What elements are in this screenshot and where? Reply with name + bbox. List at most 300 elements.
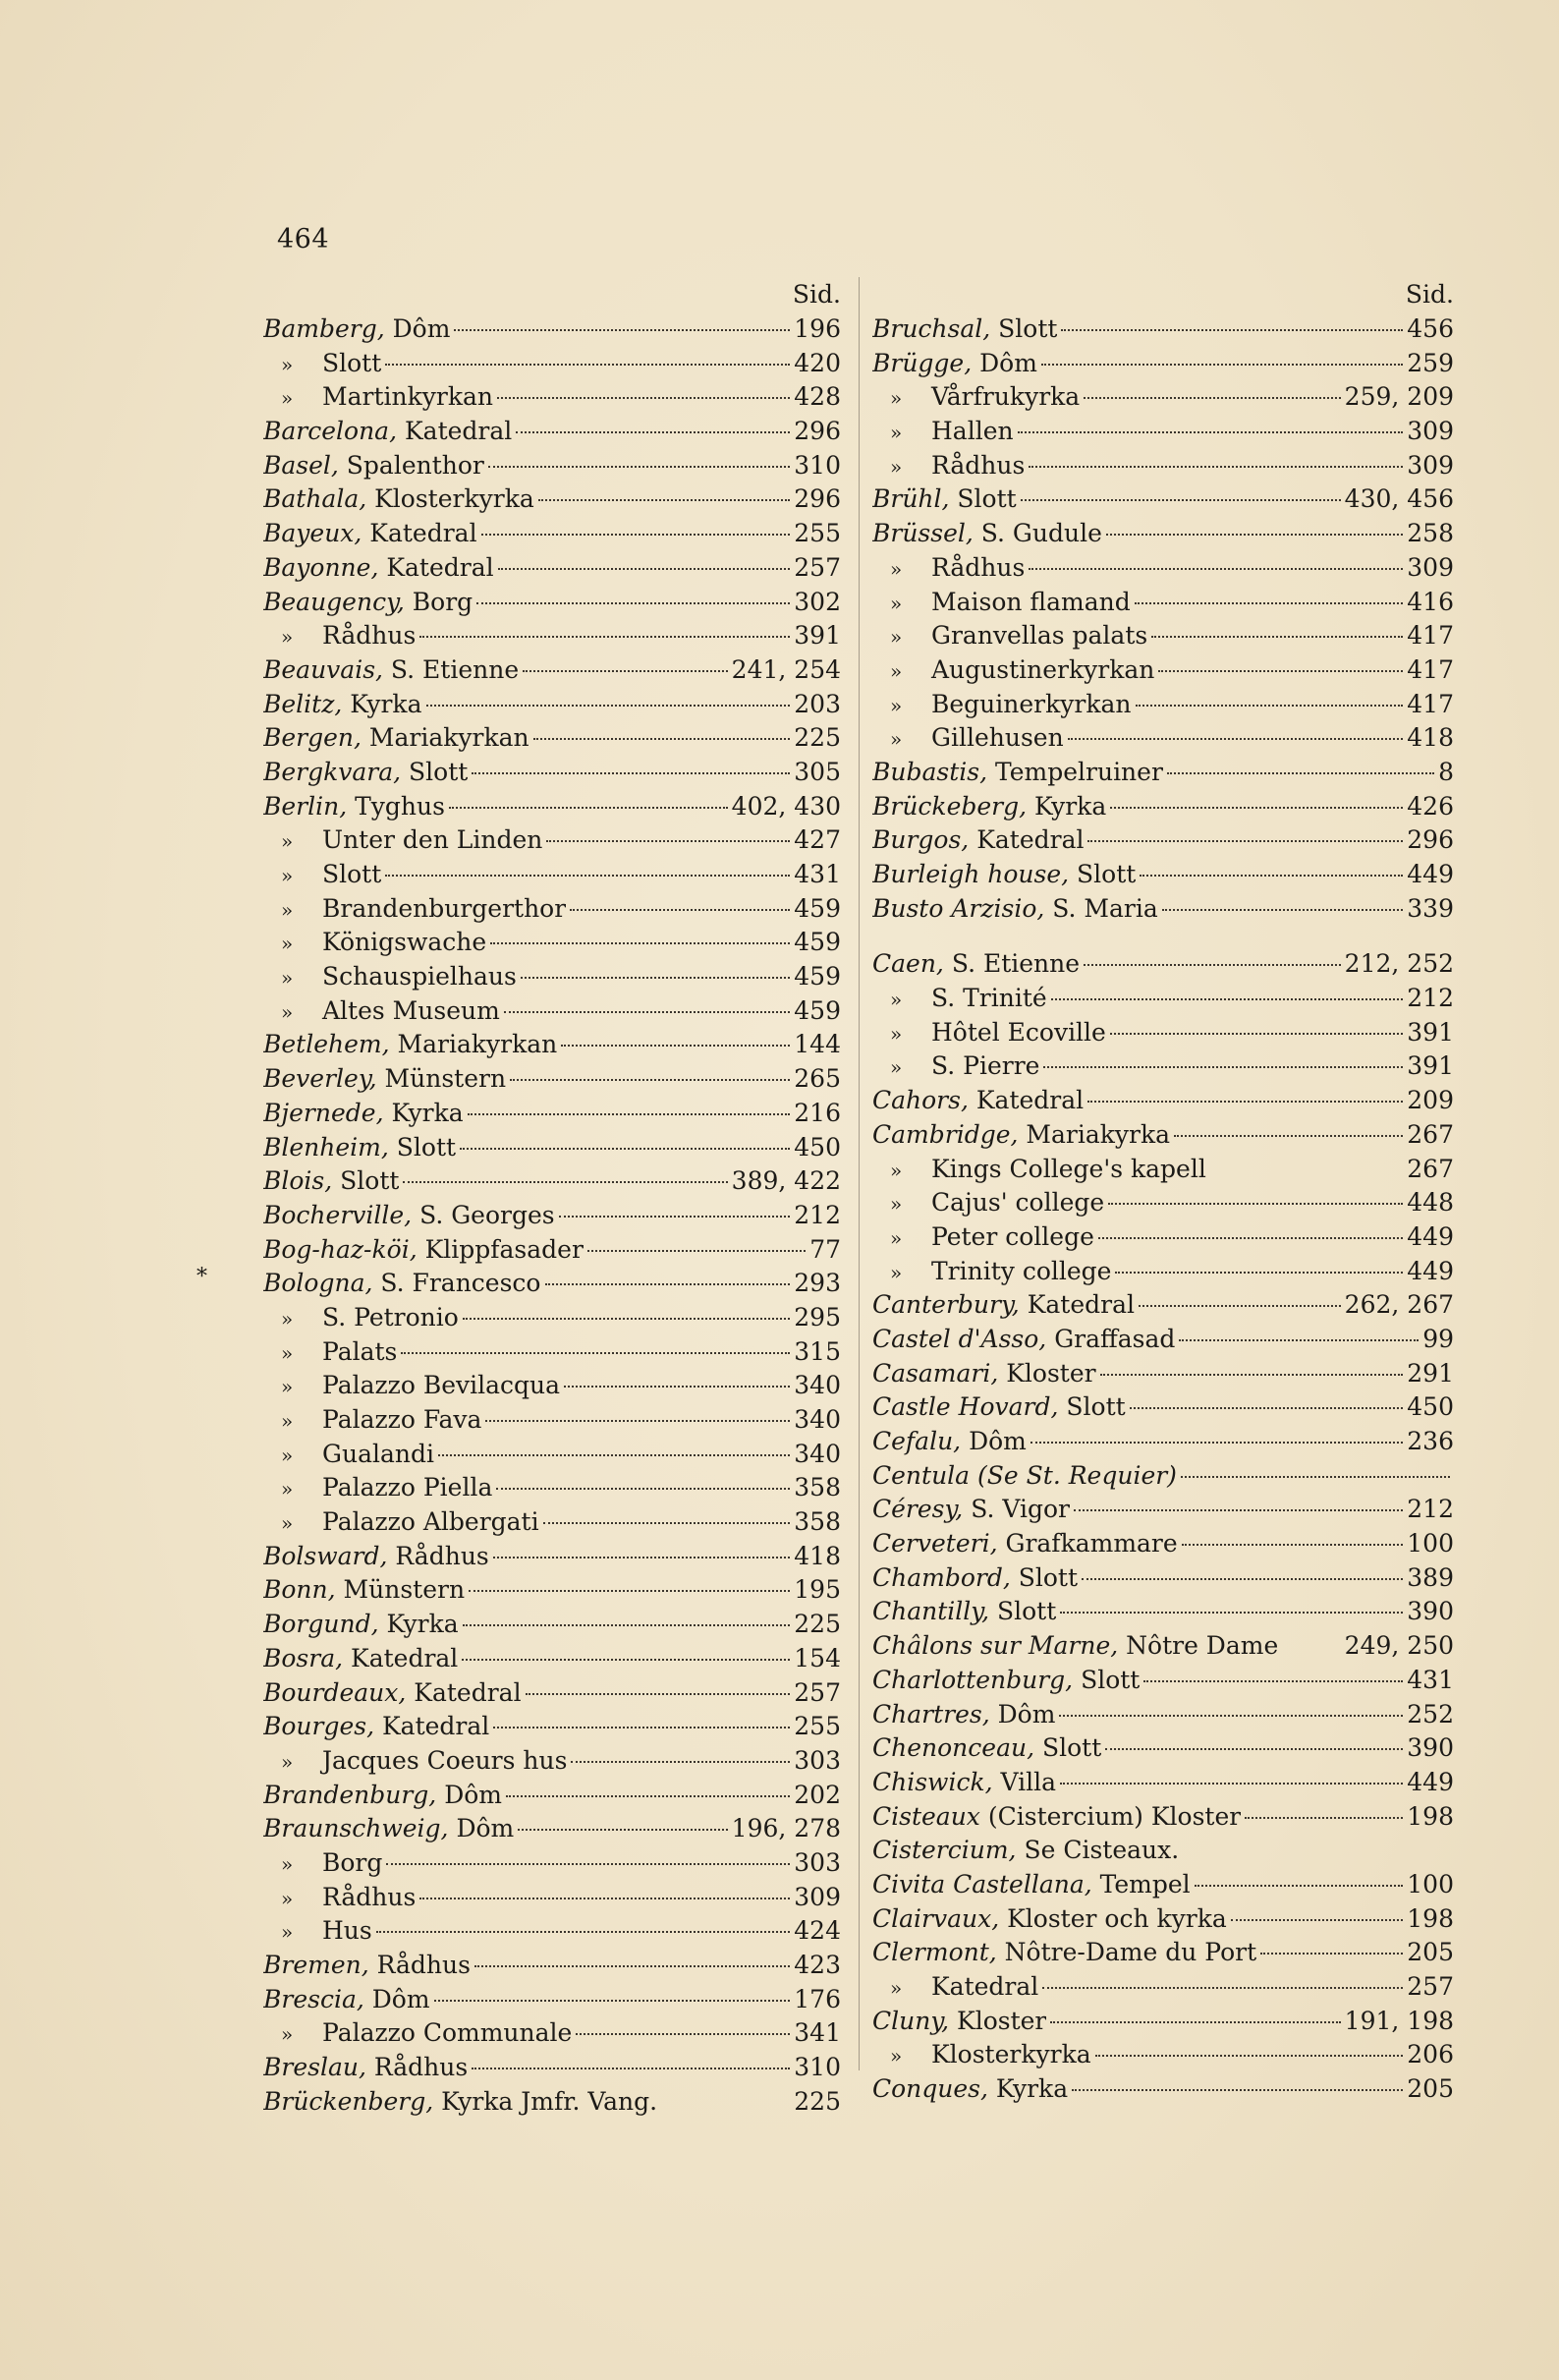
page-reference: 420 [794,348,841,377]
dot-leader [401,1352,790,1354]
place-name: Bog-haz-köi, [263,1234,425,1264]
dot-leader [518,1829,727,1831]
index-entry [263,858,841,892]
page-reference: 430, 456 [1344,484,1454,514]
ditto-mark: » [281,2022,294,2047]
index-entry [872,1561,1454,1596]
entry-subject: S. Trinité [931,984,1047,1013]
index-entry [263,482,841,517]
place-name: Casamari, [872,1358,1007,1388]
entry-subject: Brandenburgerthor [322,893,567,923]
entry-subject: Slott [1066,1392,1126,1422]
dot-leader [474,1965,790,1967]
place-name: Chantilly, [872,1597,997,1626]
entry-subject: Dôm [456,1814,515,1843]
ditto-mark: » [281,1375,294,1399]
index-entry [872,1868,1454,1902]
index-entry [263,1267,841,1301]
index-entry [263,994,841,1029]
place-name: Bosra, [263,1643,352,1672]
entry-label [872,1970,1038,2006]
ditto-mark: » [890,727,903,752]
entry-label [263,1983,430,2017]
page-reference: 302 [794,587,841,616]
place-name: Borgund, [263,1610,387,1639]
entry-subject: Nôtre Dame [1126,1631,1279,1661]
index-entry [872,482,1454,517]
entry-subject: Klosterkyrka [931,2040,1091,2069]
place-name: Brandenburg, [263,1780,445,1809]
index-entry [872,1629,1454,1664]
page-reference: 448 [1407,1188,1454,1218]
dot-leader [1151,636,1403,638]
entry-subject: Palazzo Communale [322,2018,573,2048]
dot-leader [1051,998,1404,1000]
index-entry [263,1403,841,1438]
place-name: Bologna, [263,1269,381,1298]
entry-label [872,790,1106,824]
dot-leader [516,431,790,433]
page-reference: 340 [794,1439,841,1468]
place-name: Beauvais, [263,654,391,684]
page-reference: 241, 254 [731,654,841,684]
index-entry [263,1301,841,1335]
entry-label [872,380,1080,416]
place-name: Bamberg, [263,314,393,343]
dot-leader [1061,329,1403,331]
entry-subject: Maison flamand [931,587,1131,616]
page-reference: 198 [1407,1801,1454,1831]
entry-subject: S. Francesco [380,1269,541,1298]
dot-leader [559,1216,791,1218]
ditto-mark: » [890,1021,903,1046]
entry-label [872,312,1057,347]
entry-subject: Dôm [371,1984,430,2013]
entry-label [872,1629,1278,1664]
entry-label [872,1390,1126,1425]
right-column [872,277,1454,2107]
entry-subject: Tempel [1099,1869,1191,1898]
entry-label [872,1425,1027,1459]
ditto-mark: » [281,829,294,854]
ditto-mark: » [281,352,294,376]
entry-subject: Katedral [369,519,477,548]
place-name: Burleigh house, [872,860,1078,888]
entry-label [872,347,1037,381]
entry-label [872,1834,1179,1868]
entry-label [263,858,381,893]
page-reference: 267 [1407,1119,1454,1149]
page-reference: 424 [794,1916,841,1946]
page-reference: 340 [794,1405,841,1434]
page-reference: 459 [794,928,841,957]
entry-label [263,1301,459,1336]
entry-label [872,688,1132,723]
dot-leader [497,397,790,399]
entry-subject: Unter den Linden [322,825,543,855]
dot-leader [481,534,791,536]
ditto-mark: » [281,1306,294,1331]
place-name: Betlehem, [263,1030,398,1059]
entry-label [263,2051,468,2085]
index-entry [263,347,841,381]
entry-label [872,1527,1178,1561]
ditto-mark: » [281,625,294,650]
place-name: Charlottenburg, [872,1665,1082,1694]
entry-label [872,858,1136,892]
index-entry [872,312,1454,347]
dot-leader [1260,1953,1403,1955]
index-entry [872,1323,1454,1357]
entry-subject: Hallen [931,417,1014,446]
dot-leader [1087,840,1403,842]
ditto-mark: » [281,1409,294,1433]
entry-label [872,415,1014,450]
place-name: Chiswick, [872,1767,1001,1796]
entry-subject: Rådhus [322,621,417,651]
entry-label [263,1914,372,1950]
page-reference: 449 [1407,860,1454,888]
index-entry [263,2085,841,2120]
index-entry [263,312,841,347]
index-entry [263,619,841,653]
page-reference: 390 [1407,1597,1454,1626]
place-name: Beverley, [263,1064,385,1094]
dot-leader [510,1079,790,1081]
page-reference: 176 [794,1984,841,2013]
place-name: Clermont, [872,1938,1005,1967]
page-reference: 257 [1407,1972,1454,2001]
entry-subject: Palazzo Albergati [322,1507,539,1537]
page-reference: 303 [794,1745,841,1775]
entry-subject: Slott [322,860,382,888]
page-reference: 459 [794,962,841,992]
dot-leader [538,499,791,501]
entry-label [263,994,500,1030]
index-entry [872,1902,1454,1937]
ditto-mark: » [890,1055,903,1080]
dot-leader [1140,875,1403,877]
entry-subject: S. Etienne [951,949,1081,979]
page-reference: 459 [794,893,841,923]
entry-label [263,586,473,620]
page-reference: 212 [1407,1495,1454,1524]
ditto-mark: » [890,454,903,479]
index-entry [872,1220,1454,1255]
dot-leader [561,1045,790,1047]
index-entry [872,1800,1454,1835]
ditto-mark: » [281,1920,294,1945]
page-reference: 196 [794,314,841,343]
dot-leader [434,2000,791,2002]
page-reference: 309 [794,1882,841,1911]
entry-label [263,1335,397,1371]
page-reference: 209 [1407,1086,1454,1115]
page-reference: 8 [1438,757,1454,786]
entry-subject: Peter college [931,1221,1094,1251]
dot-leader [1245,1817,1403,1819]
place-name: Bayeux, [263,519,370,548]
entry-subject: Slott [1081,1665,1141,1694]
entry-label [263,1131,456,1165]
page-reference: 257 [794,1677,841,1707]
dot-leader [1018,431,1404,433]
entry-label [263,790,445,824]
dot-leader [543,1522,791,1524]
dot-leader [386,1863,790,1865]
page-reference: 391 [1407,1017,1454,1047]
entry-subject: Königswache [322,928,487,957]
entry-label [263,688,422,722]
entry-label [872,586,1131,621]
dot-leader [1059,1715,1403,1717]
page-reference: 402, 430 [731,791,841,821]
page-reference: 456 [1407,314,1454,343]
entry-subject: Slott [340,1166,400,1196]
place-name: Bremen, [263,1951,377,1979]
page-number: 464 [277,224,330,255]
page-reference: 225 [794,723,841,753]
place-name: Centula [872,1460,978,1490]
ditto-mark: » [281,897,294,922]
index-entry [263,1233,841,1268]
entry-subject: Kloster [957,2006,1047,2035]
page-reference: 431 [1407,1665,1454,1694]
entry-label [263,1062,506,1097]
index-entry [872,1049,1454,1084]
entry-subject: Dôm [969,1427,1027,1455]
place-name: Belitz, [263,689,351,718]
ditto-mark: » [281,1477,294,1502]
entry-subject: Mariakyrkan [368,723,529,753]
page-reference: 310 [794,2053,841,2082]
place-name: Brüssel, [872,519,981,548]
entry-label [872,1049,1039,1085]
dot-leader [1158,670,1403,672]
index-entry [872,790,1454,824]
entry-label [263,415,512,449]
entry-label [263,926,486,961]
entry-label [872,1323,1175,1357]
entry-label [263,517,477,551]
dot-leader [472,2068,790,2069]
entry-label [263,551,494,586]
index-entry [872,1595,1454,1629]
index-entry [263,1540,841,1574]
index-entry [263,1471,841,1505]
place-name: Bayonne, [263,552,387,582]
entry-label [263,1744,567,1780]
index-entry [263,1028,841,1062]
dot-leader [1060,1612,1403,1614]
page-reference: 206 [1407,2040,1454,2069]
page-reference: 418 [1407,723,1454,753]
index-entry [263,1608,841,1642]
page-reference: 255 [794,519,841,548]
entry-subject: Kyrka [391,1098,464,1127]
entry-label [263,1608,459,1642]
entry-subject: Katedral [386,552,494,582]
index-entry [263,756,841,790]
entry-subject: Hus [322,1916,372,1946]
dot-leader [469,1590,790,1592]
dot-leader [1060,1783,1403,1785]
entry-label [872,1255,1111,1290]
entry-label [872,1561,1078,1596]
place-name: Bourges, [263,1712,382,1741]
entry-label [872,619,1147,654]
entry-label [263,823,542,859]
index-entry [872,721,1454,756]
entry-subject: Palats [322,1336,398,1366]
entry-label [872,1698,1055,1732]
dot-leader [454,329,790,331]
place-name: Bergkvara, [263,757,410,786]
entry-label [872,1766,1056,1800]
entry-subject: S. Gudule [980,519,1102,548]
dot-leader [1167,772,1434,774]
page-reference: 358 [794,1473,841,1502]
ditto-mark: » [281,1851,294,1876]
dot-leader [1072,2089,1403,2091]
place-name: Cambridge, [872,1119,1027,1149]
index-entry [872,1527,1454,1561]
dot-leader [438,1454,790,1456]
entry-subject: Katedral [382,1712,490,1741]
dot-leader [476,602,790,604]
dot-leader [463,1624,791,1626]
entry-label [872,1084,1084,1118]
index-entry [872,1766,1454,1800]
dot-leader [546,840,790,842]
entry-label [872,1459,1177,1494]
entry-label [263,2016,572,2052]
index-entry [872,1698,1454,1732]
entry-label [263,1710,489,1744]
entry-subject: S. Maria [1052,893,1158,923]
dot-leader [419,636,790,638]
ditto-mark: » [890,386,903,411]
page-reference: 417 [1407,621,1454,651]
page-reference: 295 [794,1302,841,1332]
entry-subject: Slott [998,314,1058,343]
page-reference: 196, 278 [731,1814,841,1843]
place-name: Burgos, [872,825,977,855]
page-reference: 225 [794,2086,841,2116]
entry-label [263,1949,471,1983]
entry-subject: Mariakyrkan [397,1030,558,1059]
index-entry [872,586,1454,620]
index-entry [872,2038,1454,2072]
entry-subject: Kyrka [995,2074,1069,2104]
index-entry [263,551,841,586]
dot-leader [526,1693,791,1695]
dot-leader [1136,705,1404,707]
entry-label [872,449,1025,484]
index-entry [263,1949,841,1983]
page-reference: 449 [1407,1767,1454,1796]
place-name: Bjernede, [263,1098,392,1127]
entry-subject: Slott [1077,860,1137,888]
entry-label [263,1233,584,1268]
entry-subject: Katedral [931,1972,1039,2001]
entry-label [872,653,1154,689]
ditto-mark: » [281,1511,294,1536]
left-column [263,277,841,2119]
ditto-mark: » [890,421,903,445]
dot-leader [1139,1305,1341,1307]
index-entry [872,1186,1454,1220]
ditto-mark: » [890,1976,903,2000]
entry-label [872,2072,1068,2107]
dot-leader [419,1898,790,1899]
dot-leader [472,772,790,774]
index-entry [263,1983,841,2017]
index-entry [872,858,1454,892]
entry-subject: Grafkammare [1005,1529,1178,1558]
place-name: Caen, [872,949,952,979]
entry-label [263,892,566,928]
entry-label [872,823,1084,858]
entry-subject: Dôm [444,1780,502,1809]
dot-leader [1195,1885,1404,1887]
entry-subject: Dôm [392,314,451,343]
place-name: Busto Arzisio, [872,893,1053,923]
entry-subject: Palazzo Piella [322,1473,493,1502]
entry-label [872,1186,1104,1221]
place-name: Conques, [872,2074,996,2104]
entry-subject: Se Cisteaux. [1024,1836,1180,1865]
entry-label [872,551,1025,587]
page-reference: 265 [794,1064,841,1094]
place-name: Chambord, [872,1562,1019,1592]
place-name: Bubastis, [872,757,995,786]
entry-subject: Kloster och kyrka [1007,1903,1227,1933]
page-reference: 309 [1407,450,1454,480]
page-reference: 391 [1407,1051,1454,1081]
page-reference: 212 [1407,984,1454,1013]
index-entry [263,449,841,483]
entry-label [263,653,519,688]
place-name: Bonn, [263,1575,344,1605]
entry-subject: Cajus' college [931,1188,1105,1218]
dot-leader [376,1931,791,1933]
index-entry [263,1812,841,1846]
place-name: Berlin, [263,791,356,821]
place-name: Castel d'Asso, [872,1324,1055,1353]
entry-subject: S. Petronio [322,1302,459,1332]
ditto-mark: » [890,988,903,1012]
ditto-mark: » [890,693,903,717]
right-entry-list [872,312,1454,2107]
dot-leader [490,942,790,944]
dot-leader [460,1148,790,1150]
page-reference: 259, 209 [1344,382,1454,412]
place-name: Brügge, [872,348,980,377]
index-entry [872,892,1454,927]
entry-label [872,756,1163,790]
entry-subject: Gualandi [322,1439,434,1468]
page-reference: 144 [794,1030,841,1059]
section-gap [872,926,1454,947]
entry-label [263,1846,382,1882]
dot-leader [1162,909,1404,911]
entry-subject: Klippfasader [424,1234,584,1264]
entry-label [263,1676,522,1711]
index-entry [263,1335,841,1370]
dot-leader [1143,1680,1403,1682]
ditto-mark: » [281,864,294,887]
